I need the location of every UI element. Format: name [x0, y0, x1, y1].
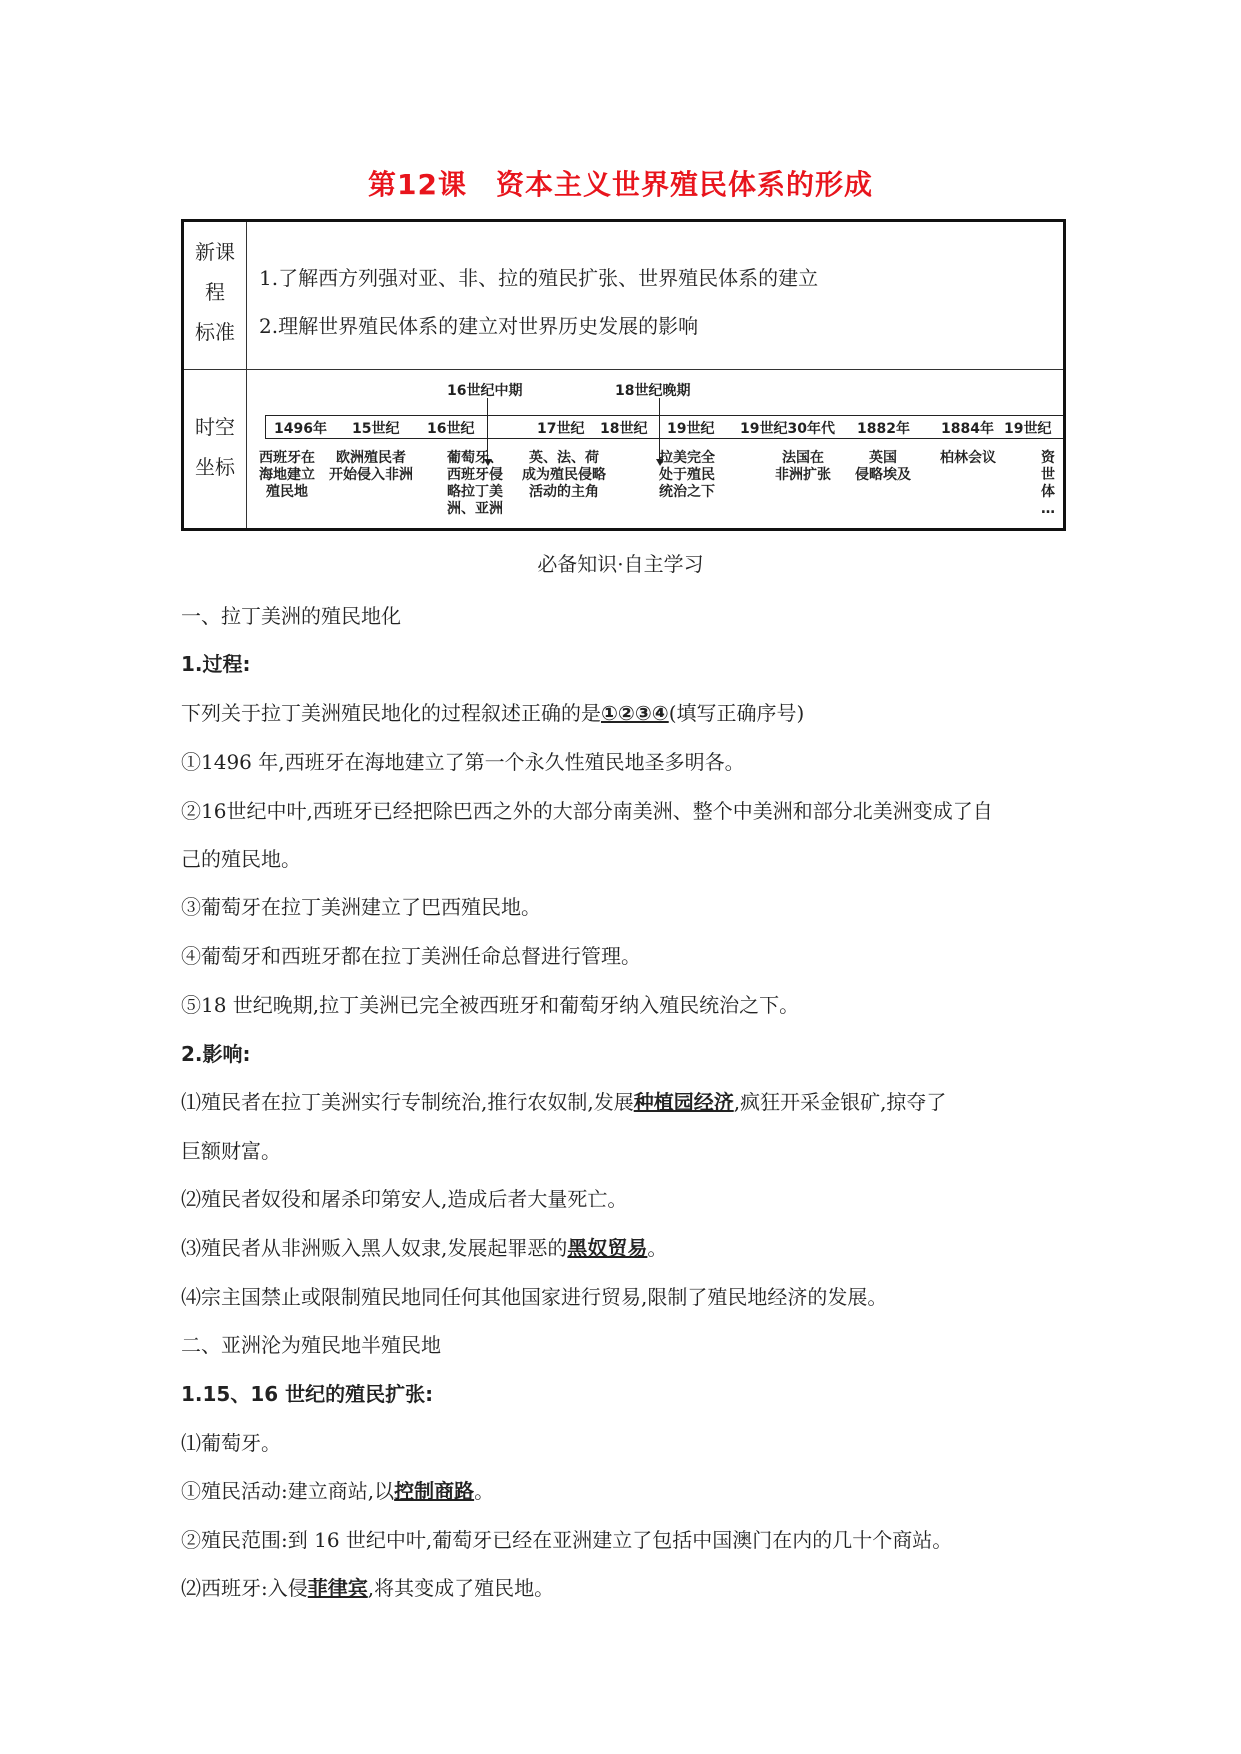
list-item: ②16世纪中叶,西班牙已经把除巴西之外的大部分南美洲、整个中美洲和部分北美洲变成了自	[181, 799, 993, 823]
list-item: ②殖民范围:到 16 世纪中叶,葡萄牙已经在亚洲建立了包括中国澳门在内的几十个商站。	[181, 1528, 953, 1552]
timeline-label: 时空 坐标	[195, 415, 235, 479]
list-item: ③葡萄牙在拉丁美洲建立了巴西殖民地。	[181, 895, 541, 919]
answer-blank: 菲律宾	[307, 1576, 368, 1600]
course-info-table	[181, 219, 1066, 531]
timeline-event: 葡萄牙、 西班牙侵 略拉丁美 洲、亚洲	[447, 450, 503, 517]
timeline-mark: 19世纪	[1004, 421, 1052, 437]
answer-blank: 种植园经济	[633, 1090, 734, 1114]
standard-item: 1.了解西方列强对亚、非、拉的殖民扩张、世界殖民体系的建立	[259, 266, 819, 290]
timeline	[247, 370, 1063, 528]
list-item: ①1496 年,西班牙在海地建立了第一个永久性殖民地圣多明各。	[181, 750, 745, 774]
effect-item: ⑷宗主国禁止或限制殖民地同任何其他国家进行贸易,限制了殖民地经济的发展。	[181, 1285, 888, 1309]
list-item: ①殖民活动:建立商站,以控制商路。	[181, 1479, 495, 1503]
list-item: ⑴葡萄牙。	[181, 1431, 281, 1455]
answer-blank: 控制商路	[394, 1479, 475, 1503]
timeline-mark: 1882年	[857, 421, 910, 437]
timeline-mark: 1884年	[941, 421, 994, 437]
part2-sub1: 1.15、16 世纪的殖民扩张:	[181, 1382, 434, 1406]
timeline-mark: 18世纪	[600, 421, 648, 437]
timeline-mark: 19世纪30年代	[740, 421, 835, 437]
part2-heading: 二、亚洲沦为殖民地半殖民地	[181, 1333, 441, 1357]
timeline-event: 法国在 非洲扩张	[775, 450, 831, 483]
effect-item: ⑴殖民者在拉丁美洲实行专制统治,推行农奴制,发展种植园经济,疯狂开采金银矿,掠夺了	[181, 1090, 947, 1114]
effect-item: 巨额财富。	[181, 1139, 281, 1163]
timeline-event: 拉美完全 处于殖民 统治之下	[659, 450, 715, 500]
question-line: 下列关于拉丁美洲殖民地化的过程叙述正确的是①②③④(填写正确序号)	[181, 701, 805, 725]
answer-blank: 黑奴贸易	[567, 1236, 648, 1260]
timeline-event: 资 世 体 …	[1041, 450, 1055, 517]
timeline-mark: 16世纪	[427, 421, 475, 437]
part1-heading: 一、拉丁美洲的殖民地化	[181, 604, 401, 628]
effect-item: ⑶殖民者从非洲贩入黑人奴隶,发展起罪恶的黑奴贸易。	[181, 1236, 668, 1260]
timeline-mark: 19世纪	[667, 421, 715, 437]
standard-label: 新课 程 标准	[195, 240, 235, 344]
timeline-mark: 17世纪	[537, 421, 585, 437]
standard-item: 2.理解世界殖民体系的建立对世界历史发展的影响	[259, 314, 699, 338]
section-heading: 必备知识·自主学习	[537, 552, 704, 576]
timeline-event: 西班牙在 海地建立 殖民地	[259, 450, 315, 500]
page-title: 第12课 资本主义世界殖民体系的形成	[368, 168, 873, 201]
answer-blank: ①②③④	[601, 701, 669, 725]
part1-sub1: 1.过程:	[181, 652, 251, 676]
timeline-event: 英、法、荷 成为殖民侵略 活动的主角	[522, 450, 606, 500]
timeline-event: 欧洲殖民者 开始侵入非洲	[329, 450, 413, 483]
part1-sub2: 2.影响:	[181, 1042, 251, 1066]
list-item: ⑤18 世纪晚期,拉丁美洲已完全被西班牙和葡萄牙纳入殖民统治之下。	[181, 993, 800, 1017]
effect-item: ⑵殖民者奴役和屠杀印第安人,造成后者大量死亡。	[181, 1187, 628, 1211]
timeline-above-label: 18世纪晚期	[615, 383, 691, 399]
timeline-mark: 15世纪	[352, 421, 400, 437]
timeline-event: 英国 侵略埃及	[855, 450, 911, 483]
list-item: ④葡萄牙和西班牙都在拉丁美洲任命总督进行管理。	[181, 944, 641, 968]
timeline-above-label: 16世纪中期	[447, 383, 523, 399]
list-item: ⑵西班牙:入侵菲律宾,将其变成了殖民地。	[181, 1576, 555, 1600]
list-item: 己的殖民地。	[181, 847, 301, 871]
timeline-mark: 1496年	[274, 421, 327, 437]
timeline-event: 柏林会议	[940, 450, 996, 466]
